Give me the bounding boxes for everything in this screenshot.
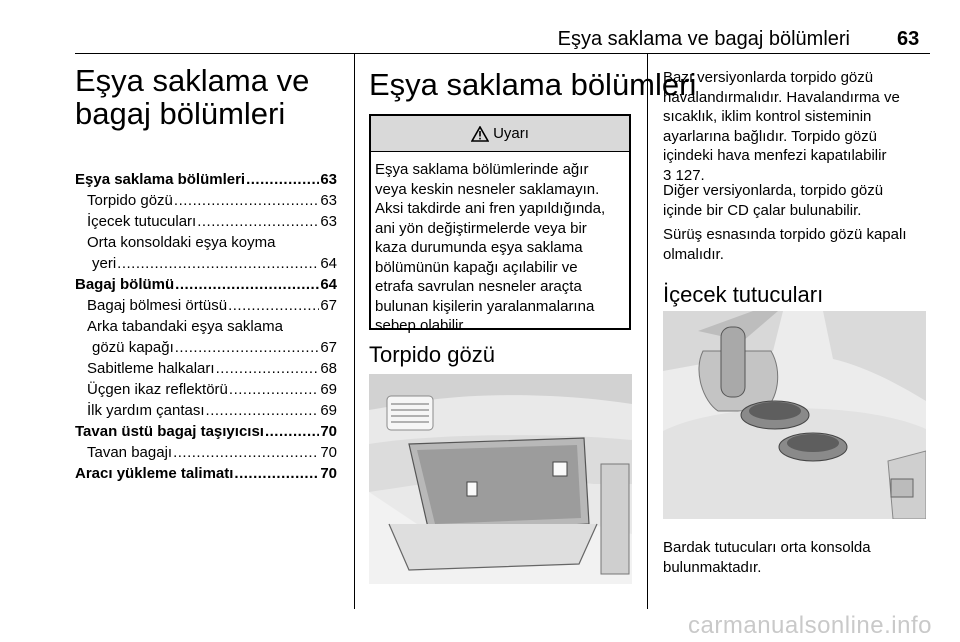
paragraph-cd-player: [663, 181, 883, 220]
toc-leader: [197, 213, 319, 230]
toc-label: Torpido gözü: [87, 192, 173, 209]
toc-page: 70: [320, 444, 337, 461]
caption-line: bulunmaktadır.: [663, 558, 762, 576]
toc-leader: [117, 255, 319, 272]
toc-entry[interactable]: [75, 276, 337, 297]
toc-page: 63: [320, 171, 337, 188]
column-divider-left: [354, 53, 355, 609]
toc-leader: [216, 360, 320, 377]
toc-label: Tavan bagajı: [87, 444, 173, 461]
toc-entry[interactable]: [75, 213, 337, 234]
toc-entry[interactable]: [75, 444, 337, 465]
toc-entry[interactable]: [75, 318, 337, 360]
toc-page: 69: [320, 381, 337, 398]
paragraph-line: içinde bir CD çalar bulunabilir.: [663, 201, 862, 219]
warning-line: ani yön değiştirmelerde veya bir: [375, 219, 587, 237]
toc-page: 67: [320, 297, 337, 314]
toc-leader: [174, 192, 319, 209]
toc-leader: [173, 444, 319, 461]
toc-page: 63: [320, 213, 337, 230]
chapter-title: [75, 64, 309, 130]
toc-entry[interactable]: [75, 402, 337, 423]
toc-page: 70: [320, 423, 337, 440]
toc-entry[interactable]: [75, 465, 337, 486]
toc-page: 67: [320, 339, 337, 356]
watermark: carmanualsonline.info: [688, 612, 932, 639]
toc-entry[interactable]: [75, 297, 337, 318]
page-number: 63: [897, 28, 920, 50]
toc-page: 63: [320, 192, 337, 209]
paragraph-line: ayarlarına bağlıdır. Torpido gözü: [663, 127, 878, 145]
toc-label: İlk yardım çantası: [87, 402, 205, 419]
chapter-title-line: Eşya saklama ve: [75, 63, 310, 98]
chapter-title-line: bagaj bölümleri: [75, 96, 286, 131]
cupholder-caption: [663, 538, 871, 577]
cupholder-illustration: [663, 311, 926, 519]
table-of-contents: [75, 171, 337, 486]
warning-line: sebep olabilir.: [375, 317, 467, 334]
toc-label: Aracı yükleme talimatı: [75, 465, 234, 482]
toc-label: Eşya saklama bölümleri: [75, 171, 246, 188]
toc-page: 69: [320, 402, 337, 419]
toc-label: Arka tabandaki eşya saklama: [87, 318, 283, 335]
toc-label: Tavan üstü bagaj taşıyıcısı: [75, 423, 264, 440]
toc-label-continued: yeri: [92, 255, 117, 272]
toc-label: Bagaj bölümü: [75, 276, 175, 293]
toc-leader: [175, 276, 319, 293]
toc-leader: [229, 381, 319, 398]
warning-line: veya keskin nesneler saklamayın.: [375, 180, 600, 198]
warning-line: bölümünün kapağı açılabilir ve: [375, 258, 578, 276]
toc-label: Üçgen ikaz reflektörü: [87, 381, 228, 398]
toc-entry[interactable]: [75, 423, 337, 444]
header-rule: [75, 53, 930, 54]
toc-entry[interactable]: [75, 171, 337, 192]
toc-leader: [265, 423, 319, 440]
toc-entry[interactable]: [75, 381, 337, 402]
toc-leader: [206, 402, 320, 419]
paragraph-keep-closed: [663, 225, 907, 264]
toc-entry[interactable]: [75, 234, 337, 276]
paragraph-line: Bazı versiyonlarda torpido gözü: [663, 69, 874, 86]
subsection-title-glovebox: Torpido gözü: [369, 342, 495, 367]
paragraph-line: olmalıdır.: [663, 245, 724, 263]
paragraph-line: 3 127.: [663, 166, 705, 184]
column-divider-right: [647, 53, 648, 609]
paragraph-line: Diğer versiyonlarda, torpido gözü: [663, 182, 884, 199]
warning-triangle-icon: [471, 126, 489, 142]
section-title: Eşya saklama bölümleri: [369, 67, 697, 102]
glovebox-illustration: [369, 374, 632, 584]
toc-page: 70: [320, 465, 337, 482]
running-header-title: Eşya saklama ve bagaj bölümleri: [557, 28, 850, 50]
toc-leader: [246, 171, 319, 188]
paragraph-line: havalandırmalıdır. Havalandırma ve: [663, 88, 900, 106]
toc-label: İçecek tutucuları: [87, 213, 197, 230]
warning-line: kaza durumunda eşya saklama: [375, 239, 583, 256]
toc-page: 68: [320, 360, 337, 377]
toc-label: Sabitleme halkaları: [87, 360, 215, 377]
warning-line: Aksi takdirde ani fren yapıldığında,: [375, 200, 606, 217]
paragraph-line: sıcaklık, iklim kontrol sisteminin: [663, 108, 872, 125]
toc-label: Bagaj bölmesi örtüsü: [87, 297, 228, 314]
warning-text: [371, 152, 629, 336]
toc-entry[interactable]: [75, 192, 337, 213]
toc-label: Orta konsoldaki eşya koyma: [87, 234, 276, 251]
toc-page: 64: [320, 255, 337, 272]
subsection-title-cupholders: İçecek tutucuları: [663, 282, 824, 307]
toc-leader: [175, 339, 320, 356]
warning-header: [371, 116, 629, 152]
warning-line: Eşya saklama bölümlerinde ağır: [375, 161, 589, 178]
paragraph-line: Sürüş esnasında torpido gözü kapalı: [663, 226, 907, 243]
warning-line: etrafa savrulan nesneler araçta: [375, 278, 582, 295]
paragraph-ventilation: [663, 68, 900, 185]
toc-label-continued: gözü kapağı: [92, 339, 174, 356]
warning-heading: Uyarı: [493, 125, 529, 142]
caption-line: Bardak tutucuları orta konsolda: [663, 539, 871, 556]
toc-leader: [234, 465, 319, 482]
warning-box: [369, 114, 631, 334]
toc-page: 64: [320, 276, 337, 293]
paragraph-line: içindeki hava menfezi kapatılabilir: [663, 147, 887, 164]
toc-entry[interactable]: [75, 360, 337, 381]
warning-line: bulunan kişilerin yaralanmalarına: [375, 297, 595, 315]
toc-leader: [228, 297, 319, 314]
